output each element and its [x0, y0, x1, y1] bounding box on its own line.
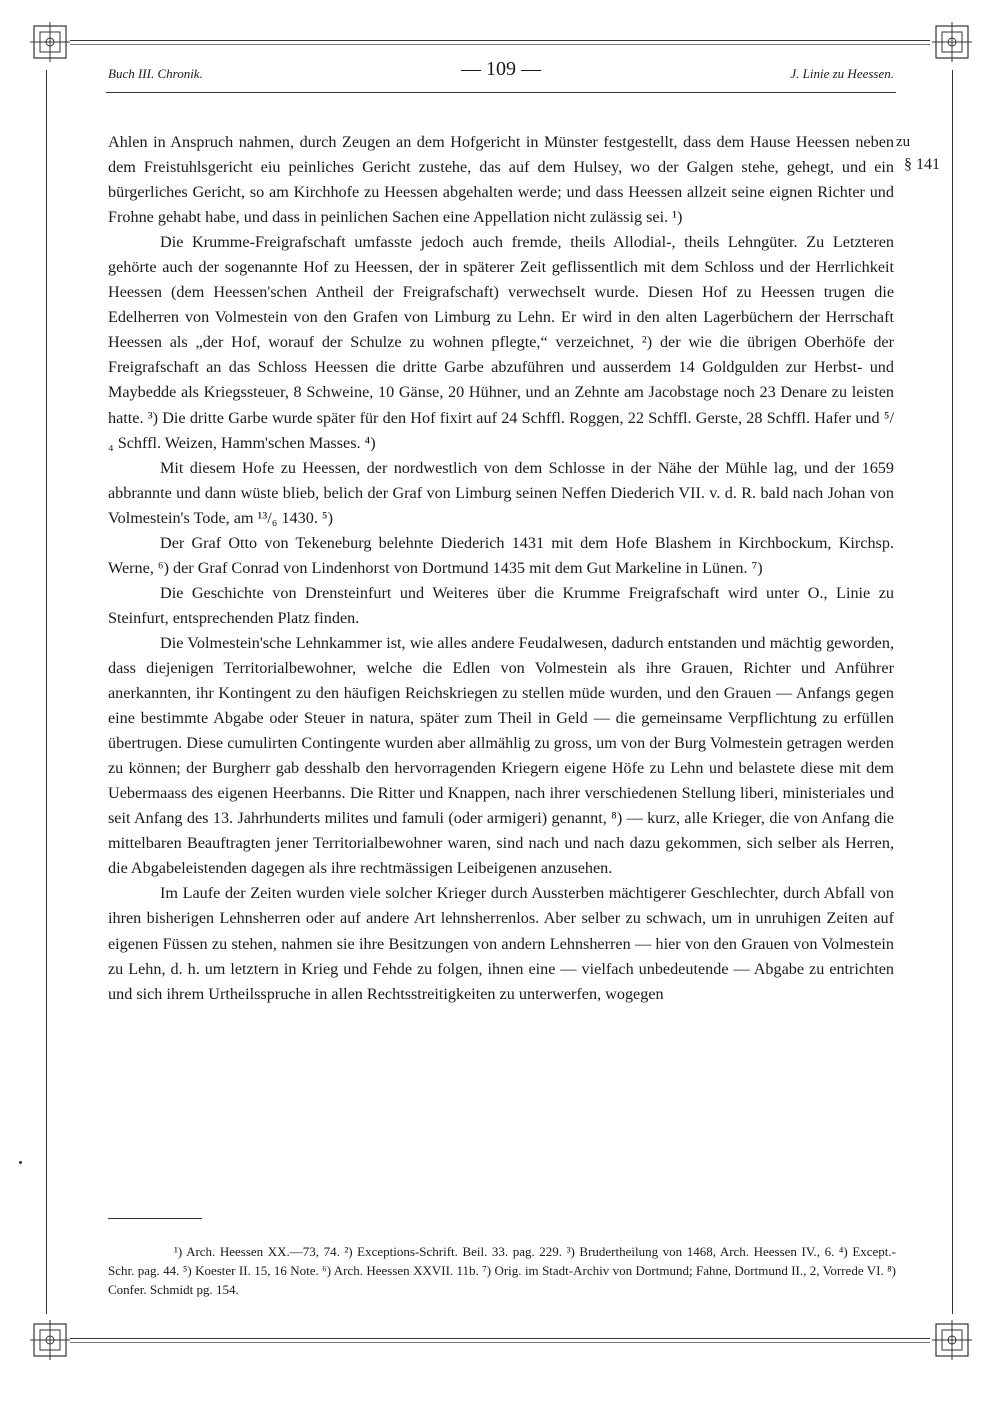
paragraph: Die Volmestein'sche Lehnkammer ist, wie alles andere Feudalwesen, dadurch entstanden und mächtig geworden, dass diejenigen Territorialbewohner, welche die Edlen von Volmestein als ihre Grauen, Richter und Anführer anerkannten, ihr Kontingent zu den häufigen Reichskriegen zu stellen müde wurden, und den Grauen — Anfangs gegen eine bestimmte Abgabe oder Steuer in natura, später zum Theil in Geld — die gemeinsame Verpflichtung zu erfüllen übertrugen. Diese cumulirten Contingente wurden aber allmählig zu gross, um von der Burg Volmestein getragen werden zu können; der Burgherr gab desshalb den hervorragenden Kriegern eigene Höfe zu Lehn und belastete diese mit dem Uebermaass des eigenen Heerbanns. Die Ritter und Knappen, nach ihrer verschiedenen Stellung liberi, ministeriales und seit Anfang des 13. Jahrhunderts milites und famuli (oder armigeri) genannt, ⁸) — kurz, alle Krieger, die von Anfang die mittelbaren Beauftragten jener Territorialbewohner waren, sind nach und nach dazu gekommen, sich selber als Herren, die Abgabeleistenden dagegen als ihre rechtmässigen Leibeigenen anzusehen.: [108, 633, 894, 878]
paragraph: Im Laufe der Zeiten wurden viele solcher Krieger durch Aussterben mächtigerer Geschlechter, durch Abfall von ihren bisherigen Lehnsherren oder auf andere Art lehnsherrenlos. Aber selber zu schwach, um in unruhigen Zeiten auf eigenen Füssen zu stehen, nahmen sie ihre Besitzungen von andern Lehnsherren — hier von den Grauen von Volmestein zu Lehn, d. h. um letztern in Krieg und Fehde zu folgen, ihnen eine — vielfach unbedeutende — Abgabe zu entrichten und sich ihrem Urtheilsspruche in allen Rechtsstreitigkeiten zu unterwerfen, wogegen: [108, 884, 894, 1003]
paragraph: Die Geschichte von Drensteinfurt und Weiteres über die Krumme Freigrafschaft wird unter O., Linie zu Steinfurt, entsprechenden Platz finden.: [108, 583, 894, 627]
paragraph: Der Graf Otto von Tekeneburg belehnte Diederich 1431 mit dem Hofe Blashem in Kirchbockum, Kirchsp. Werne, ⁶) der Graf Conrad von Lindenhorst von Dortmund 1435 mit dem Gut Markeline in Lünen. ⁷): [108, 533, 894, 577]
footnotes: [108, 1242, 896, 1299]
ornament-bottom-right-icon: [930, 1318, 974, 1362]
frame-top-line: [70, 40, 930, 41]
ornament-top-left-icon: [28, 20, 72, 64]
frame-left-line: [46, 70, 47, 1314]
frame-right-line: [952, 70, 953, 1314]
running-header: [108, 58, 894, 88]
section-marker: § 141: [904, 156, 940, 173]
footnote-block: ¹) Arch. Heessen XX.—73, 74. ²) Exceptions-Schrift. Beil. 33. pag. 229. ³) Brudertheilung von 1468, Arch. Heessen IV., 6. ⁴) Except.-Schr. pag. 44. ⁵) Koester II. 15, 16 Note. ⁶) Arch. Heessen XXVII. 11b. ⁷) Orig. im Stadt-Archiv von Dortmund; Fahne, Dortmund II., 2, Vorrede VI. ⁸) Confer. Schmidt pg. 154.: [108, 1244, 896, 1297]
margin-word: zu: [896, 134, 911, 150]
footnote-rule: [108, 1218, 202, 1219]
frame-top-line-inner: [70, 44, 930, 45]
ornament-top-right-icon: [930, 20, 974, 64]
ornament-bottom-left-icon: [28, 1318, 72, 1362]
header-section-title: J. Linie zu Heessen.: [790, 66, 894, 81]
paragraph: Die Krumme-Freigrafschaft umfasste jedoch auch fremde, theils Allodial-, theils Lehngüter. Zu Letzteren gehörte auch der sogenannte Hof zu Heessen, der in späterer Zeit geflissentlich mit dem Schloss und der Herrlichkeit Heessen (dem Heessen'schen Antheil der Freigrafschaft) verwechselt wurde. Diesen Hof zu Heessen trugen die Edelherren von Volmestein von den Grafen von Limburg zu Lehn. Er wird in den alten Lagerbüchern der Herrschaft Heessen als „der Hof, worauf der Schulze zu wohnen pflegte,“ verzeichnet, ²) der wie die übrigen Oberhöfe der Freigrafschaft an das Schloss Heessen die dritte Garbe abzuführen und ausserdem 14 Goldgulden zur Herbst- und Maybedde als Kriegssteuer, 8 Schweine, 10 Gänse, 20 Hühner, und an Zehnte am Jacobstage noch 23 Denare zu leisten hatte. ³) Die dritte Garbe wurde später für den Hof fixirt auf 24 Schffl. Roggen, 22 Schffl. Gerste, 28 Schffl. Hafer und ⁵/₄ Schffl. Weizen, Hamm'schen Masses. ⁴): [108, 233, 894, 452]
header-rule: [106, 92, 896, 93]
header-book-title: Buch III. Chronik.: [108, 66, 203, 81]
main-text: [108, 130, 894, 1007]
frame-bottom-line: [70, 1338, 930, 1339]
margin-dot: [19, 1161, 22, 1164]
paragraph: Ahlen in Anspruch nahmen, durch Zeugen an dem Hofgericht in Münster festgestellt, dass dem Hause Heessen neben dem Freistuhlsgericht eiu peinliches Gericht zustehe, das auf dem Hulsey, wo der Galgen stehe, gehegt, und ein bürgerliches Gericht, so am Kirchhofe zu Heessen abgehalten werde; und dass Heessen allzeit seine eignen Richter und Frohne gehabt habe, und dass in peinlichen Sachen eine Appellation nicht zulässig sei. ¹): [108, 133, 894, 227]
page-number: — 109 —: [461, 58, 541, 80]
frame-bottom-line-inner: [70, 1342, 930, 1343]
paragraph: Mit diesem Hofe zu Heessen, der nordwestlich von dem Schlosse in der Nähe der Mühle lag, und der 1659 abbrannte und dann wüste blieb, belich der Graf von Limburg seinen Neffen Diederich VII. v. d. R. bald nach Johan von Volmestein's Tode, am ¹³/₆ 1430. ⁵): [108, 458, 894, 527]
